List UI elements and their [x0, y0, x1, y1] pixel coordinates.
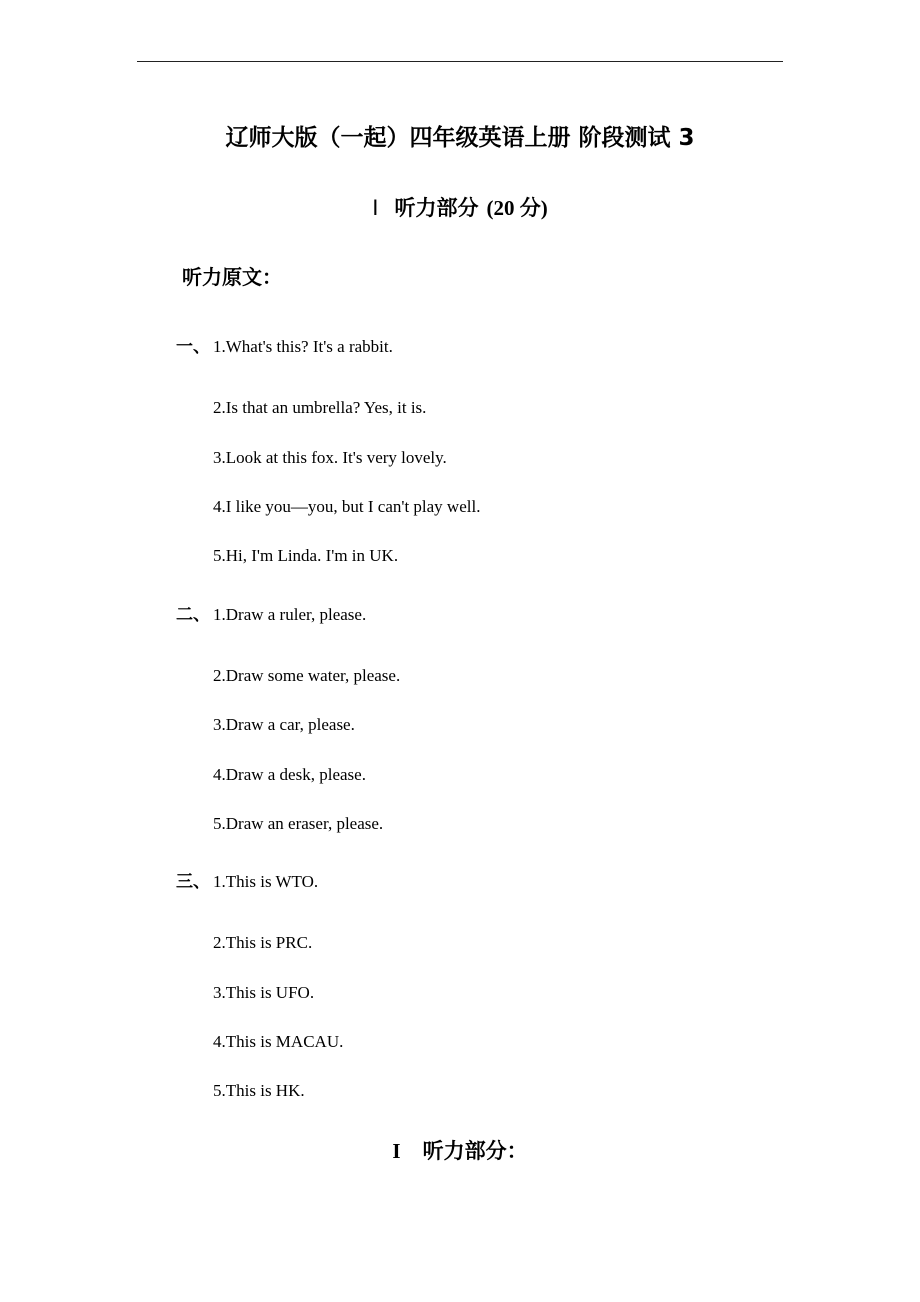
section-heading-listening — [0, 193, 920, 223]
section-numeral: I — [392, 1139, 401, 1163]
header-rule — [137, 61, 783, 62]
transcript-line: 5.Hi, I'm Linda. I'm in UK. — [213, 546, 399, 565]
part-label: 一、 — [176, 337, 210, 357]
section-label: 听力部分： — [422, 1139, 528, 1163]
transcript-line: 2.Is that an umbrella? Yes, it is. — [213, 398, 427, 417]
section-numeral: Ⅰ — [372, 196, 379, 220]
document-title: 辽师大版（一起）四年级英语上册 阶段测试 3 — [225, 125, 695, 151]
transcript-line: 3.Draw a car, please. — [213, 715, 355, 734]
transcript-line: 3.Look at this fox. It's very lovely. — [213, 448, 447, 467]
transcript-line: 3.This is UFO. — [213, 983, 315, 1002]
transcript-line: 4.This is MACAU. — [213, 1032, 344, 1051]
part-label: 二、 — [176, 605, 210, 625]
transcript-heading: 听力原文： — [182, 265, 282, 289]
transcript-line: 4.I like you—you, but I can't play well. — [213, 497, 481, 516]
transcript-line: 2.This is PRC. — [213, 933, 313, 952]
transcript-line: 5.This is HK. — [213, 1081, 305, 1100]
transcript-line: 2.Draw some water, please. — [213, 666, 401, 685]
section-label: 听力部分 — [394, 196, 479, 220]
section-score: (20 分) — [486, 196, 548, 220]
transcript-line: 1.What's this? It's a rabbit. — [213, 337, 393, 356]
transcript-line: 1.This is WTO. — [213, 872, 319, 891]
transcript-line: 5.Draw an eraser, please. — [213, 814, 384, 833]
transcript-line: 1.Draw a ruler, please. — [213, 605, 367, 624]
part-label: 三、 — [176, 872, 210, 892]
section-heading-listening-answers — [0, 1136, 920, 1166]
transcript-line: 4.Draw a desk, please. — [213, 765, 366, 784]
